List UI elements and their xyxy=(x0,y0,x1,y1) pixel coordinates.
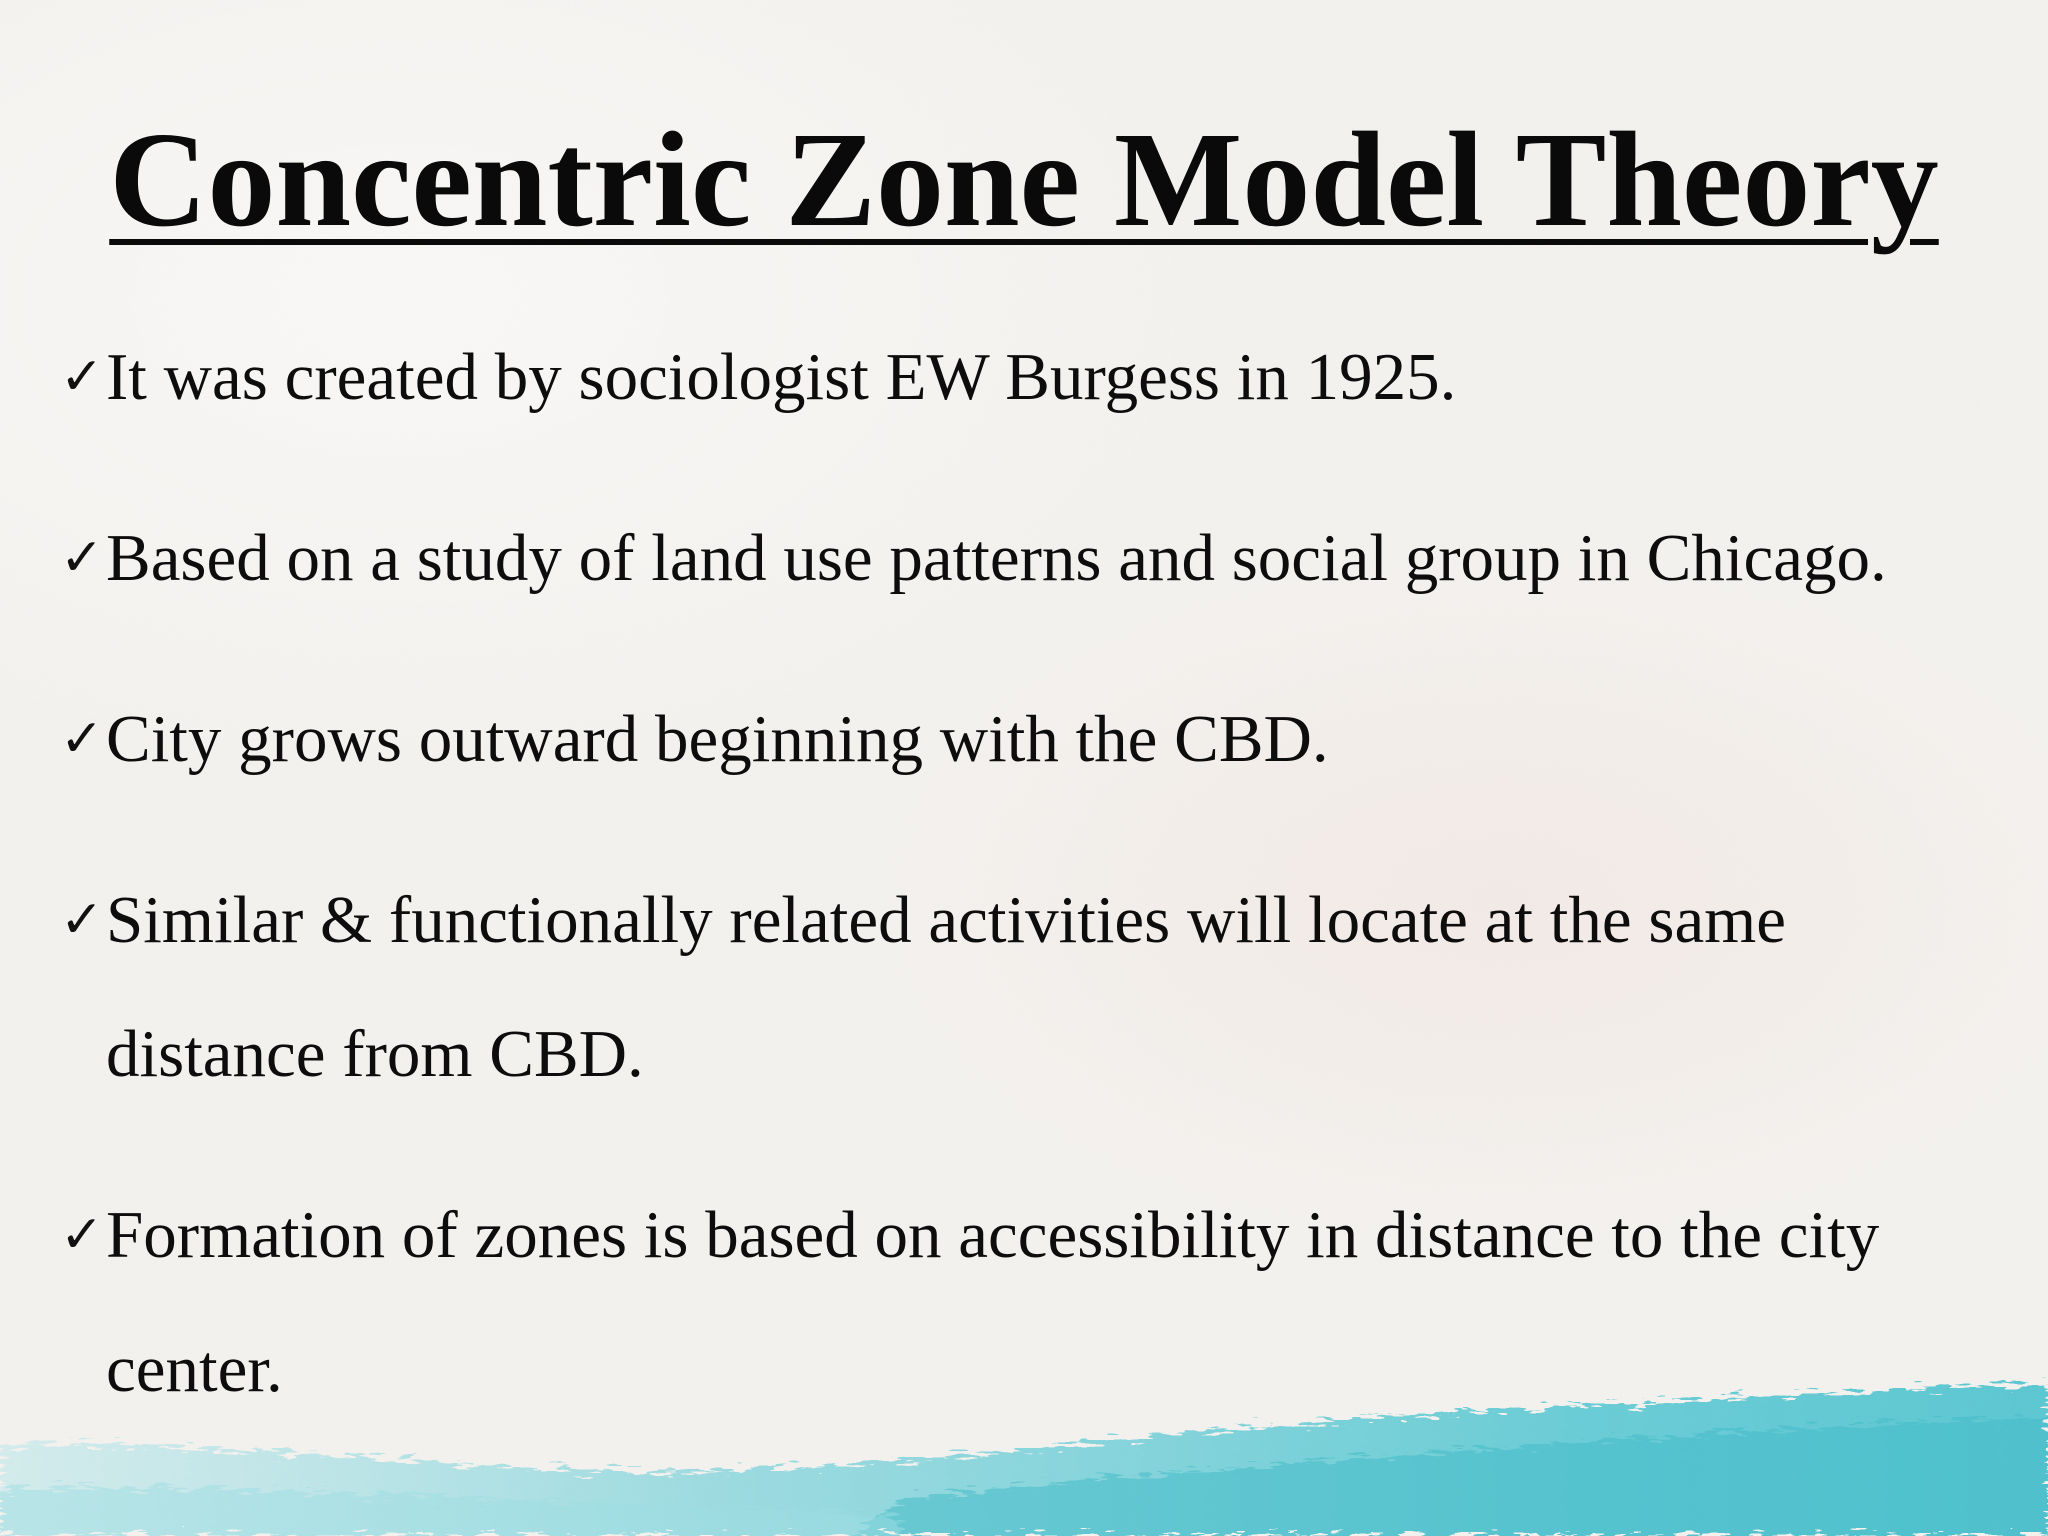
checkmark-icon: ✓ xyxy=(60,709,104,769)
bullet-item xyxy=(60,310,2020,444)
bullet-item xyxy=(60,853,2020,1121)
slide-title: Concentric Zone Model Theory xyxy=(109,105,1939,255)
bullet-text: City grows outward beginning with the CBD. xyxy=(106,702,1329,776)
bullet-text: Based on a study of land use patterns and social group in Chicago. xyxy=(106,521,1887,595)
checkmark-icon: ✓ xyxy=(60,347,104,407)
bullet-item xyxy=(60,672,2020,806)
bullet-item xyxy=(60,1168,2020,1436)
bullet-text: Formation of zones is based on accessibility in distance to the city center. xyxy=(106,1198,1880,1406)
bullet-text: It was created by sociologist EW Burgess in 1925. xyxy=(106,340,1457,414)
checkmark-icon: ✓ xyxy=(60,1205,104,1265)
checkmark-icon: ✓ xyxy=(60,890,104,950)
bullet-list xyxy=(60,310,2020,1483)
bullet-text: Similar & functionally related activities will locate at the same distance from CBD. xyxy=(106,883,1787,1091)
bullet-item xyxy=(60,491,2020,625)
checkmark-icon: ✓ xyxy=(60,528,104,588)
